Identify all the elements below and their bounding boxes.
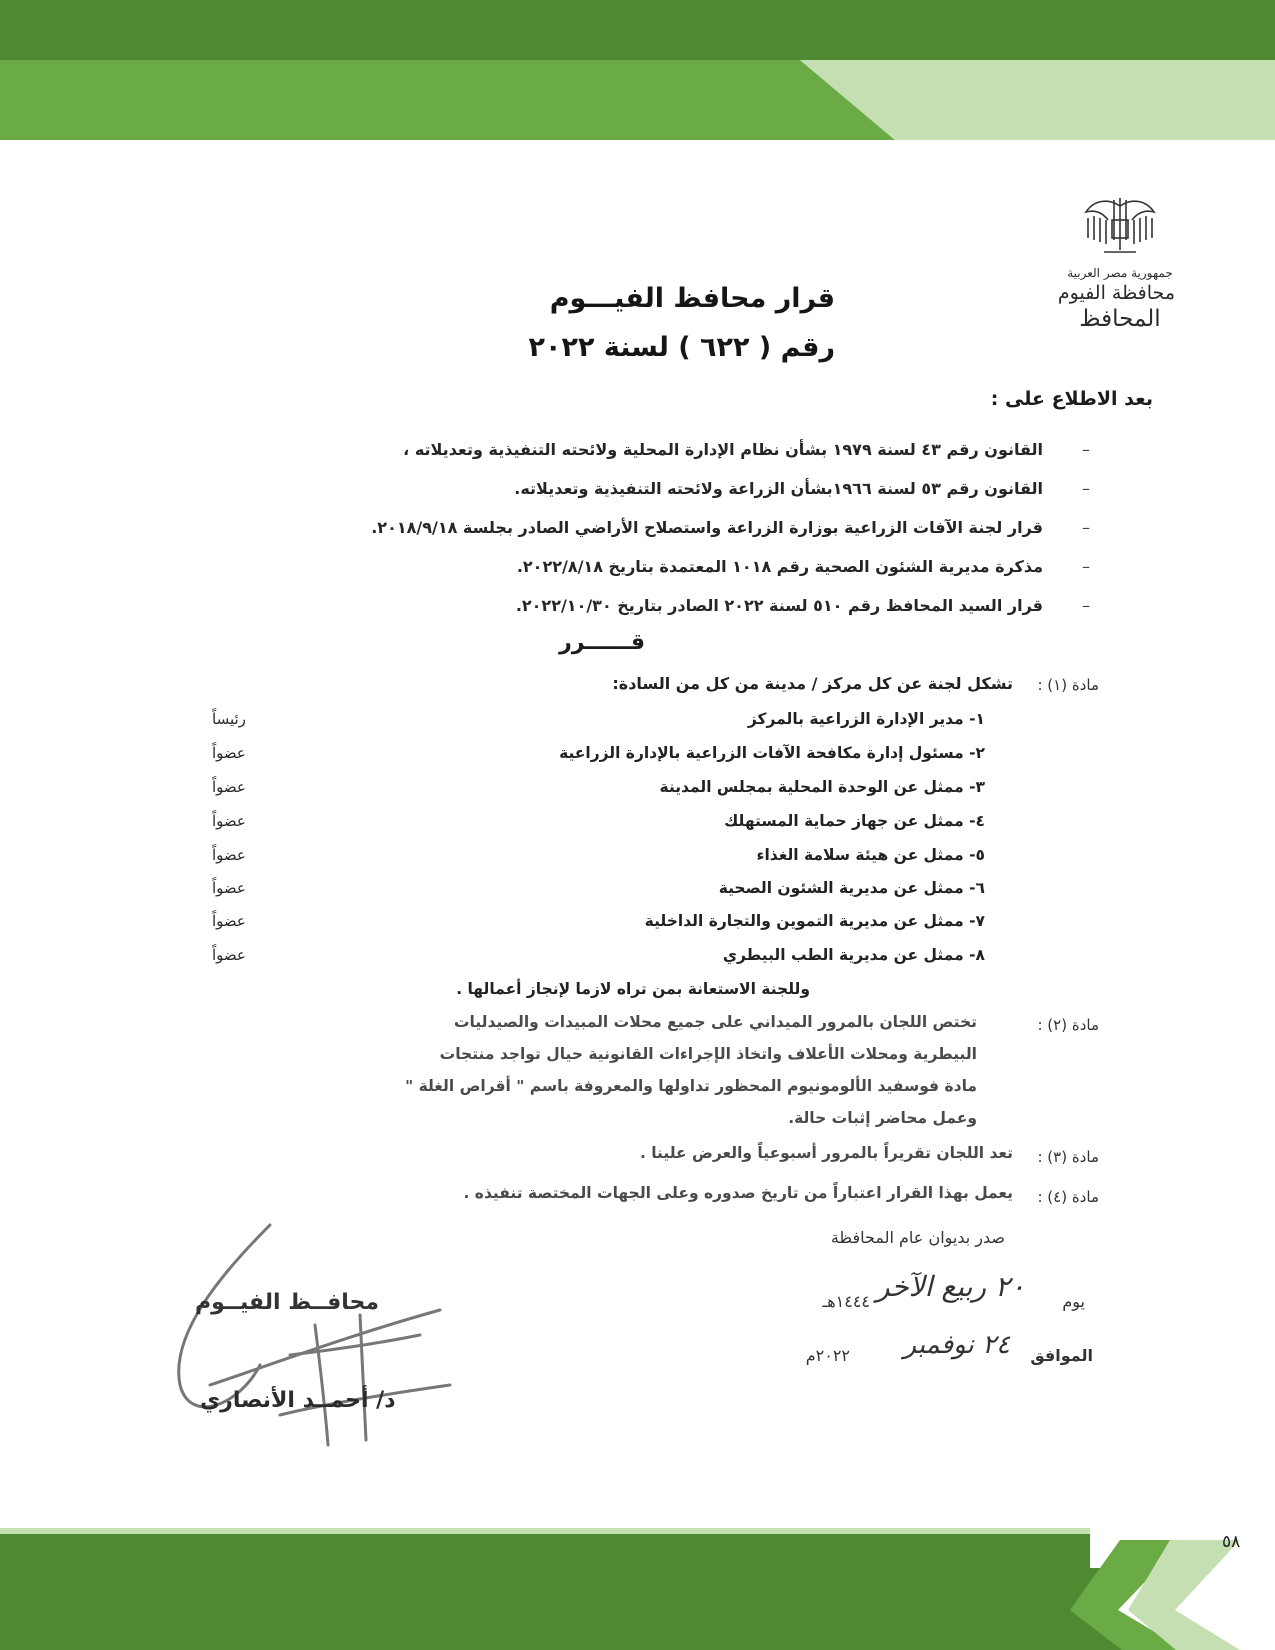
article-3-text: تعد اللجان تقريراً بالمرور أسبوعياً والعرض علينا . <box>639 1144 1013 1162</box>
member-role: عضواً <box>212 946 246 964</box>
bullet-dash: – <box>1082 596 1090 615</box>
decree-title: قرار محافظ الفيـــوم <box>549 283 835 314</box>
article-4-label: مادة (٤) : <box>1037 1188 1099 1206</box>
member-item: ٨- ممثل عن مديرية الطب البيطري <box>722 946 985 964</box>
governor-title: محافــظ الفيــوم <box>195 1290 379 1315</box>
member-item: ٥- ممثل عن هيئة سلامة الغذاء <box>756 846 985 864</box>
eagle-emblem-icon <box>1080 190 1160 260</box>
hijri-prefix: يوم <box>1062 1292 1085 1311</box>
bullet-dash: – <box>1082 479 1090 498</box>
member-item: ١- مدير الإدارة الزراعية بالمركز <box>747 710 985 728</box>
greg-year: ٢٠٢٢م <box>805 1346 850 1365</box>
reference-item: قرار السيد المحافظ رقم ٥١٠ لسنة ٢٠٢٢ الصادر بتاريخ ٢٠٢٢/١٠/٣٠. <box>515 596 1043 615</box>
member-role: عضواً <box>212 912 246 930</box>
preamble-intro: بعد الاطلاع على : <box>990 388 1153 410</box>
bullet-dash: – <box>1082 557 1090 576</box>
decided-heading: قــــــرر <box>559 630 645 655</box>
member-role: عضواً <box>212 778 246 796</box>
member-item: ٤- ممثل عن جهاز حماية المستهلك <box>724 812 985 830</box>
member-item: ٣- ممثل عن الوحدة المحلية بمجلس المدينة <box>659 778 985 796</box>
member-role: عضواً <box>212 879 246 897</box>
article-2-label: مادة (٢) : <box>1037 1016 1099 1034</box>
country-name: جمهورية مصر العربية <box>1067 266 1173 280</box>
greg-date-handwritten: ٢٤ نوفمبر <box>903 1330 1010 1360</box>
member-role: عضواً <box>212 846 246 864</box>
article-4-text: يعمل بهذا القرار اعتباراً من تاريخ صدوره وعلى الجهات المختصة تنفيذه . <box>463 1184 1013 1202</box>
article-2-line: تختص اللجان بالمرور الميداني على جميع محلات المبيدات والصيدليات <box>453 1013 977 1031</box>
office-name: المحافظ <box>1079 306 1161 332</box>
article-1-note: وللجنة الاستعانة بمن تراه لازما لإنجاز أعمالها . <box>456 980 810 998</box>
article-2-line: البيطرية ومحلات الأعلاف واتخاذ الإجراءات القانونية حيال تواجد منتجات <box>439 1045 977 1063</box>
article-2-line: وعمل محاضر إثبات حالة. <box>788 1109 977 1127</box>
governorate-name: محافظة الفيوم <box>1057 282 1175 304</box>
handwritten-signature-icon <box>150 1215 480 1455</box>
page-number: ٥٨ <box>1222 1532 1241 1552</box>
reference-item: مذكرة مديرية الشئون الصحية رقم ١٠١٨ المعتمدة بتاريخ ٢٠٢٢/٨/١٨. <box>516 557 1043 576</box>
member-item: ٧- ممثل عن مديرية التموين والتجارة الداخلية <box>644 912 985 930</box>
issued-at: صدر بديوان عام المحافظة <box>830 1228 1005 1247</box>
member-item: ٦- ممثل عن مديرية الشئون الصحية <box>718 879 985 897</box>
article-1-label: مادة (١) : <box>1037 676 1099 694</box>
bullet-dash: – <box>1082 518 1090 537</box>
reference-item: قرار لجنة الآفات الزراعية بوزارة الزراعة واستصلاح الأراضي الصادر بجلسة ٢٠١٨/٩/١٨. <box>371 518 1043 537</box>
article-2-line: مادة فوسفيد الألومونيوم المحظور تداولها والمعروفة باسم " أقراص الغلة " <box>405 1077 977 1095</box>
reference-item: القانون رقم ٥٣ لسنة ١٩٦٦بشأن الزراعة ولائحته التنفيذية وتعديلاته. <box>514 479 1043 498</box>
governor-name: د/ أحمــد الأنصاري <box>200 1388 396 1413</box>
decree-number: رقم ( ٦٢٢ ) لسنة ٢٠٢٢ <box>528 332 835 363</box>
article-3-label: مادة (٣) : <box>1037 1148 1099 1166</box>
hijri-year: ١٤٤٤هـ <box>822 1292 870 1311</box>
reference-item: القانون رقم ٤٣ لسنة ١٩٧٩ بشأن نظام الإدارة المحلية ولائحته التنفيذية وتعديلاته ، <box>403 440 1043 459</box>
member-role: رئيساً <box>212 710 246 728</box>
member-role: عضواً <box>212 812 246 830</box>
article-1-text: تشكل لجنة عن كل مركز / مدينة من كل من السادة: <box>612 674 1013 693</box>
hijri-date-handwritten: ٢٠ ربيع الآخر <box>875 1270 1025 1303</box>
greg-prefix: الموافق <box>1030 1346 1093 1365</box>
letterhead <box>1057 190 1175 370</box>
member-role: عضواً <box>212 744 246 762</box>
bullet-dash: – <box>1082 440 1090 459</box>
member-item: ٢- مسئول إدارة مكافحة الآفات الزراعية بالإدارة الزراعية <box>559 744 985 762</box>
